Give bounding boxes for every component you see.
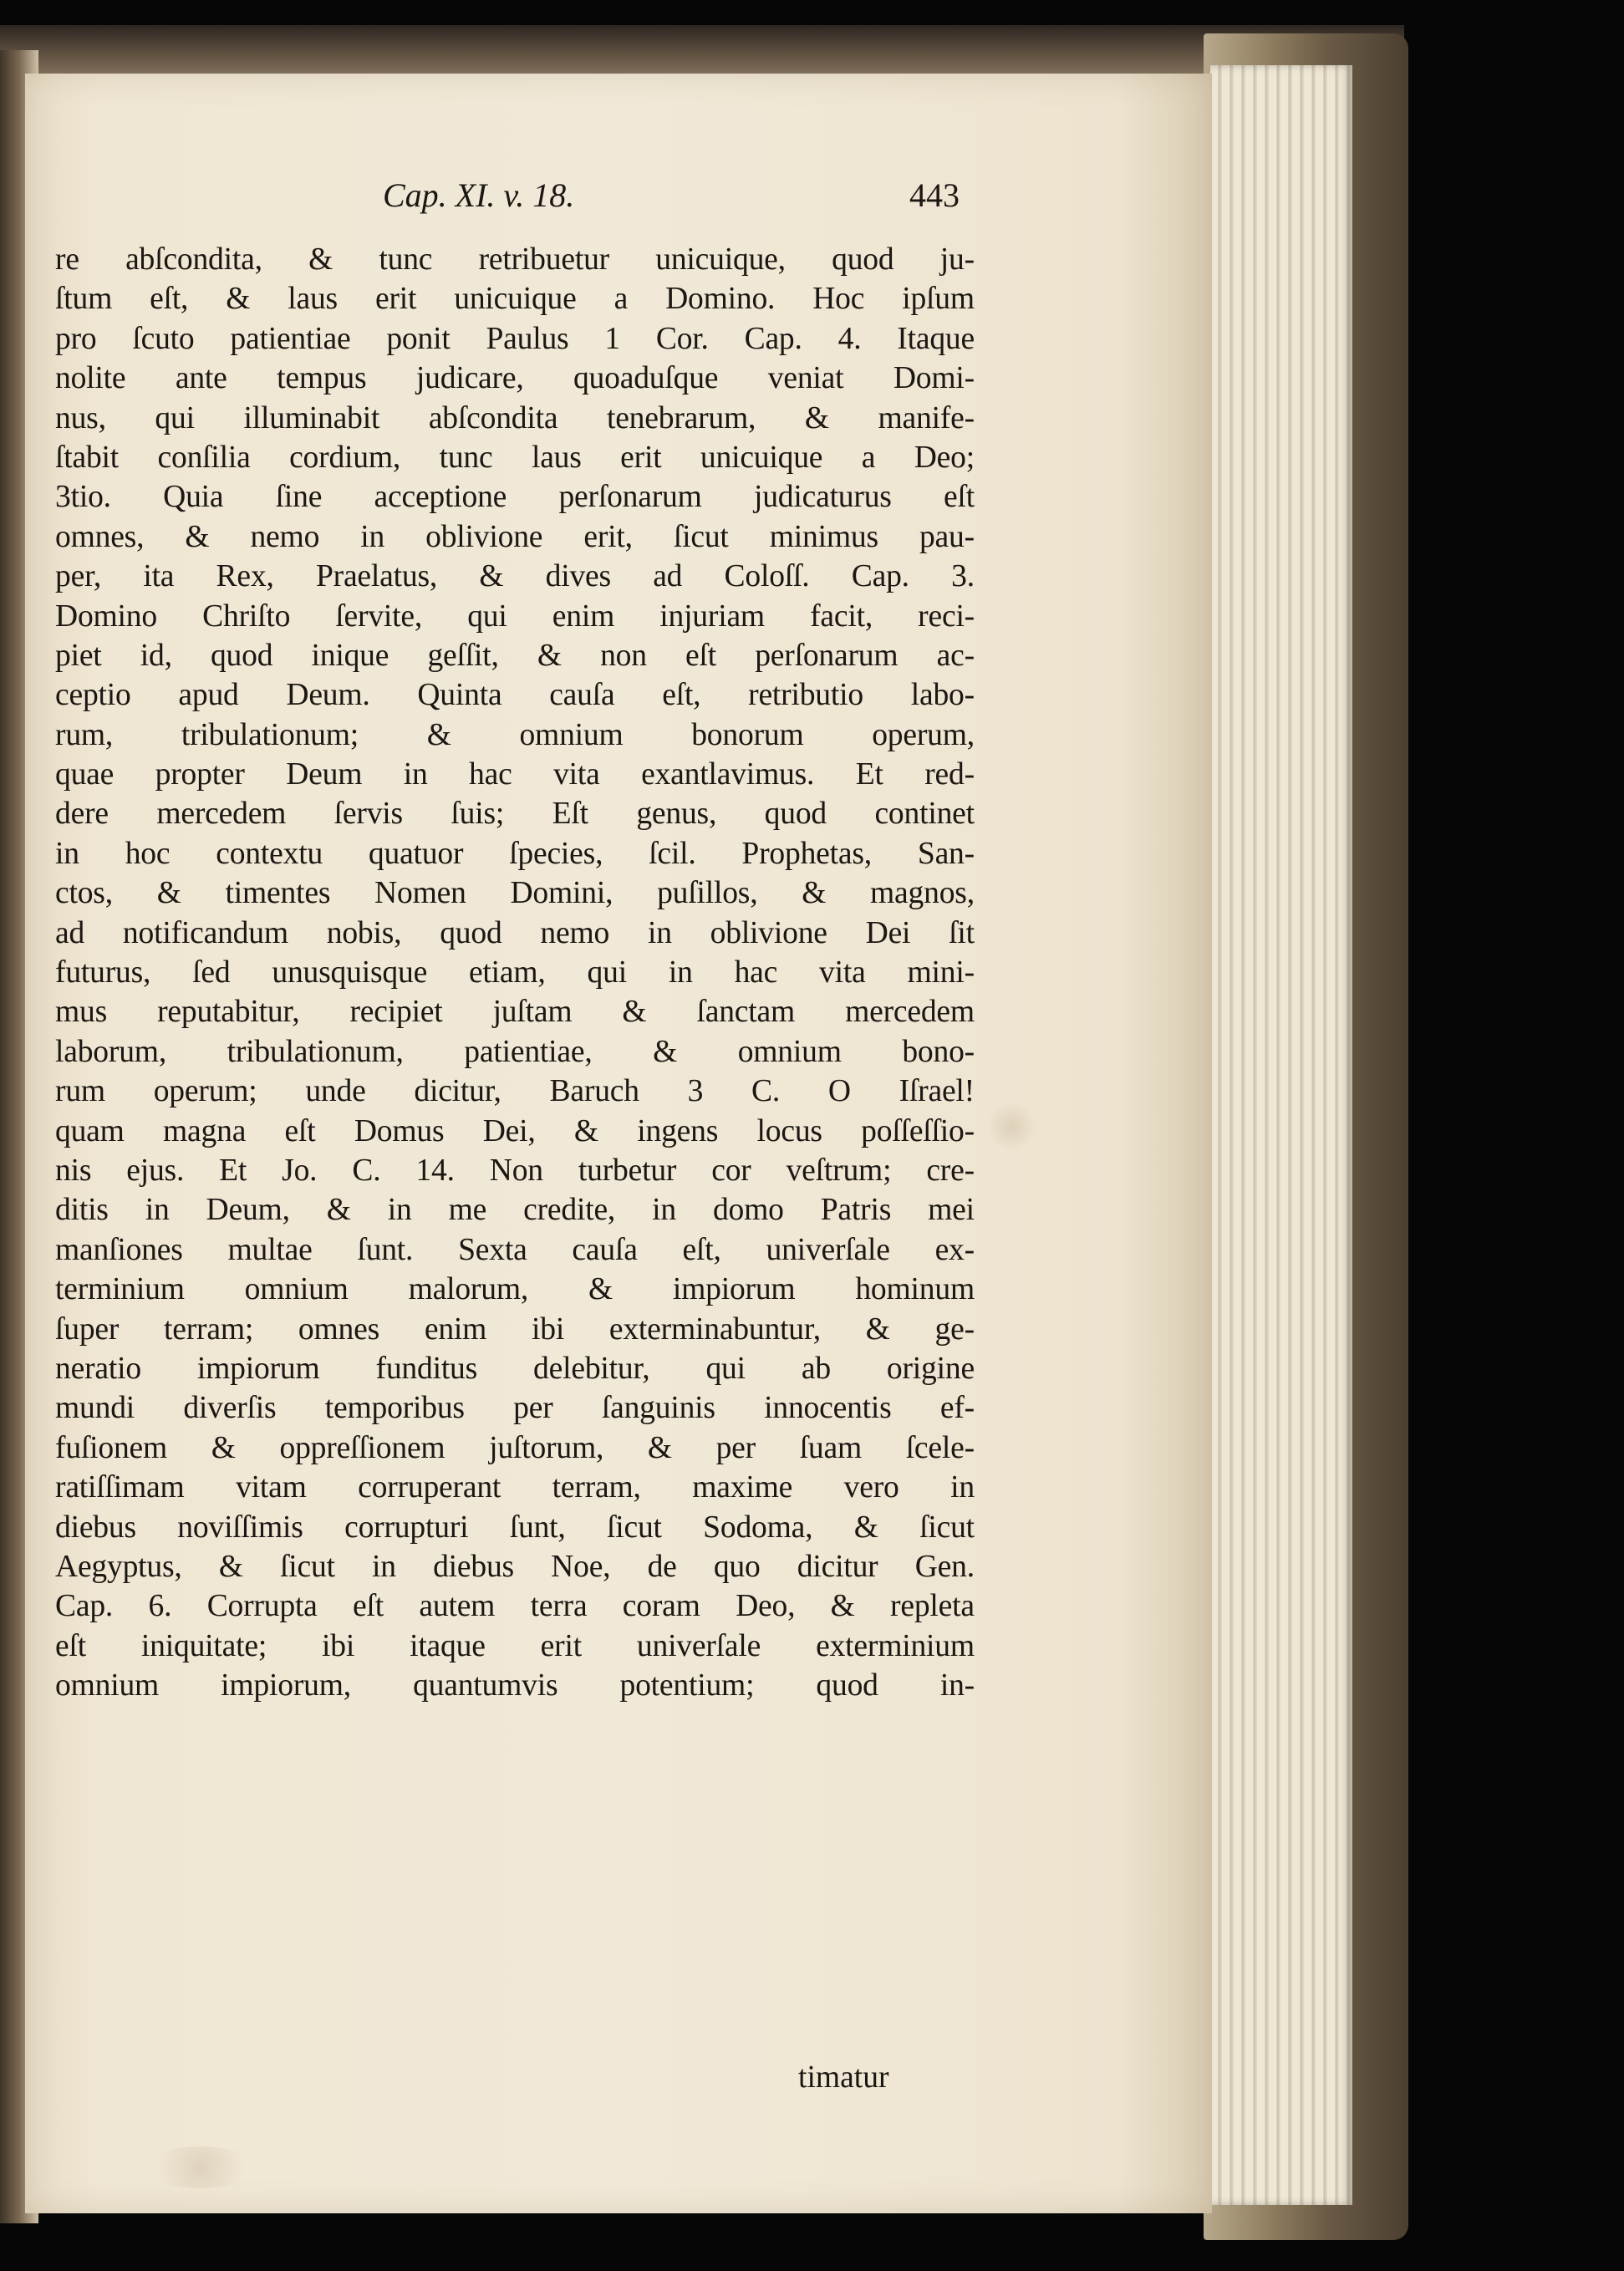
text-line: ctos, & timentes Nomen Domini, puſillos, & magnos, <box>55 876 975 911</box>
text-line: fuſionem & oppreſſionem juſtorum, & per ſuam ſcele- <box>55 1430 975 1465</box>
text-line: nus, qui illuminabit abſcondita tenebrarum, & manife- <box>55 400 975 435</box>
page-fore-edge <box>1210 65 1352 2205</box>
body-text <box>55 240 975 1705</box>
paper-spot <box>986 1102 1036 1152</box>
page-number: 443 <box>909 176 960 214</box>
text-line: ſtum eſt, & laus erit unicuique a Domino. Hoc ipſum <box>55 282 975 317</box>
text-line: ratiſſimam vitam corruperant terram, maxime vero in <box>55 1470 975 1505</box>
text-line: quam magna eſt Domus Dei, & ingens locus poſſeſſio- <box>55 1113 975 1148</box>
running-title: Cap. XI. v. 18. <box>383 176 575 214</box>
text-line: quae propter Deum in hac vita exantlavimus. Et red- <box>55 757 975 792</box>
text-line: in hoc contextu quatuor ſpecies, ſcil. Prophetas, San- <box>55 836 975 871</box>
text-line: ditis in Deum, & in me credite, in domo Patris mei <box>55 1193 975 1228</box>
text-line: diebus noviſſimis corrupturi ſunt, ſicut Sodoma, & ſicut <box>55 1510 975 1545</box>
text-line: Aegyptus, & ſicut in diebus Noe, de quo dicitur Gen. <box>55 1549 975 1584</box>
text-line: manſiones multae ſunt. Sexta cauſa eſt, univerſale ex- <box>55 1232 975 1267</box>
text-line: ad notificandum nobis, quod nemo in oblivione Dei ſit <box>55 915 975 950</box>
page-header <box>74 176 960 226</box>
text-line: pro ſcuto patientiae ponit Paulus 1 Cor. Cap. 4. Itaque <box>55 321 975 356</box>
text-line: terminium omnium malorum, & impiorum hominum <box>55 1272 975 1307</box>
text-line: laborum, tribulationum, patientiae, & omnium bono- <box>55 1034 975 1069</box>
text-line: rum operum; unde dicitur, Baruch 3 C. O Iſrael! <box>55 1074 975 1109</box>
text-line: piet id, quod inique geſſit, & non eſt perſonarum ac- <box>55 638 975 673</box>
text-line: mundi diverſis temporibus per ſanguinis innocentis ef- <box>55 1391 975 1426</box>
paper-spot <box>142 2146 259 2188</box>
catchword: timatur <box>798 2060 889 2095</box>
text-line: 3tio. Quia ſine acceptione perſonarum judicaturus eſt <box>55 480 975 515</box>
text-line: nolite ante tempus judicare, quoaduſque veniat Domi- <box>55 361 975 396</box>
text-line: omnium impiorum, quantumvis potentium; quod in- <box>55 1668 975 1703</box>
text-line: Domino Chriſto ſervite, qui enim injuriam facit, reci- <box>55 598 975 634</box>
text-line: eſt iniquitate; ibi itaque erit univerſale exterminium <box>55 1628 975 1663</box>
text-line: rum, tribulationum; & omnium bonorum operum, <box>55 717 975 752</box>
text-line: omnes, & nemo in oblivione erit, ſicut minimus pau- <box>55 519 975 554</box>
text-line: ſtabit conſilia cordium, tunc laus erit unicuique a Deo; <box>55 440 975 475</box>
text-line: ſuper terram; omnes enim ibi exterminabuntur, & ge- <box>55 1311 975 1347</box>
text-line: neratio impiorum funditus delebitur, qui ab origine <box>55 1351 975 1386</box>
text-line: dere mercedem ſervis ſuis; Eſt genus, quod continet <box>55 797 975 832</box>
text-line: nis ejus. Et Jo. C. 14. Non turbetur cor veſtrum; cre- <box>55 1153 975 1188</box>
text-line: per, ita Rex, Praelatus, & dives ad Coloſſ. Cap. 3. <box>55 559 975 594</box>
text-line: re abſcondita, & tunc retribuetur unicuique, quod ju- <box>55 242 975 277</box>
text-line: mus reputabitur, recipiet juſtam & ſanctam mercedem <box>55 995 975 1030</box>
text-line: futurus, ſed unusquisque etiam, qui in hac vita mini- <box>55 955 975 990</box>
text-line: ceptio apud Deum. Quinta cauſa eſt, retributio labo- <box>55 678 975 713</box>
text-line: Cap. 6. Corrupta eſt autem terra coram Deo, & repleta <box>55 1589 975 1624</box>
